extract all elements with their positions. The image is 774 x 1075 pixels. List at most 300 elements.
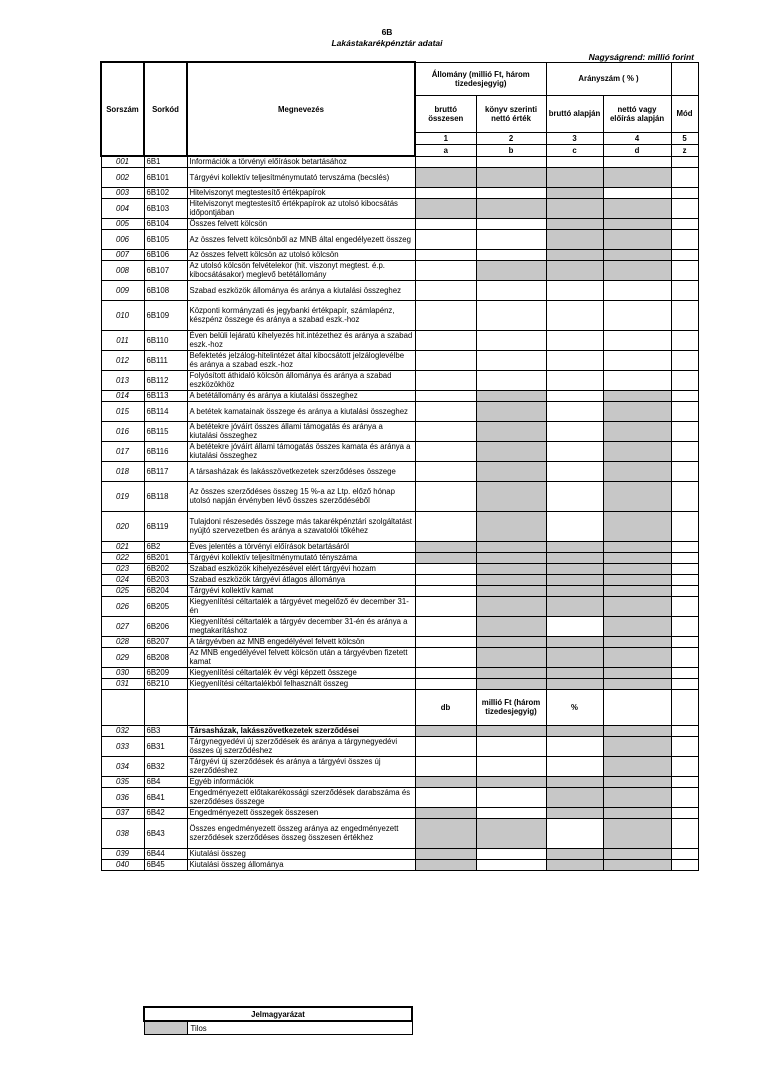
row-name: Engedményezett összegek összesen xyxy=(187,807,415,818)
data-cell-4[interactable] xyxy=(603,859,671,870)
data-cell-3[interactable] xyxy=(546,249,603,260)
data-cell-3[interactable] xyxy=(546,260,603,280)
data-cell-5[interactable] xyxy=(671,541,698,552)
row-name: Egyéb információk xyxy=(187,776,415,787)
row-name: Kiegyenlítési céltartalékból felhasznált összeg xyxy=(187,678,415,689)
row-number: 036 xyxy=(101,787,144,807)
data-cell-3[interactable] xyxy=(546,585,603,596)
row-code: 6B114 xyxy=(144,401,187,421)
subheader-db: db xyxy=(415,689,476,725)
row-name: Szabad eszközök tárgyévi átlagos állománya xyxy=(187,574,415,585)
row-code: 6B115 xyxy=(144,421,187,441)
data-table xyxy=(100,61,699,871)
table-row xyxy=(101,552,698,563)
row-code: 6B204 xyxy=(144,585,187,596)
data-cell-5[interactable] xyxy=(671,300,698,330)
data-cell-2[interactable] xyxy=(476,350,546,370)
data-cell-3[interactable] xyxy=(546,280,603,300)
data-cell-1[interactable] xyxy=(415,260,476,280)
data-cell-3[interactable] xyxy=(546,818,603,848)
data-cell-4[interactable] xyxy=(603,350,671,370)
row-number: 008 xyxy=(101,260,144,280)
data-cell-4[interactable] xyxy=(603,848,671,859)
row-code: 6B208 xyxy=(144,647,187,667)
data-cell-5[interactable] xyxy=(671,330,698,350)
data-cell-4[interactable] xyxy=(603,461,671,481)
data-cell-1[interactable] xyxy=(415,280,476,300)
data-cell-4[interactable] xyxy=(603,787,671,807)
data-cell-2[interactable] xyxy=(476,736,546,756)
data-cell-2[interactable] xyxy=(476,280,546,300)
col-number: 4 xyxy=(603,132,671,144)
data-cell-4[interactable] xyxy=(603,552,671,563)
row-name: Kiutalási összeg állománya xyxy=(187,859,415,870)
row-name: Kiegyenlítési céltartalék év végi képzett összege xyxy=(187,667,415,678)
data-cell-4[interactable] xyxy=(603,678,671,689)
data-cell-5[interactable] xyxy=(671,859,698,870)
data-cell-3[interactable] xyxy=(546,848,603,859)
data-cell-3[interactable] xyxy=(546,678,603,689)
row-code: 6B105 xyxy=(144,229,187,249)
data-cell-4[interactable] xyxy=(603,401,671,421)
row-number: 007 xyxy=(101,249,144,260)
data-cell-1[interactable] xyxy=(415,370,476,390)
data-cell-1[interactable] xyxy=(415,807,476,818)
data-cell-2[interactable] xyxy=(476,370,546,390)
data-cell-4[interactable] xyxy=(603,187,671,198)
data-cell-4[interactable] xyxy=(603,667,671,678)
table-row xyxy=(101,787,698,807)
row-number: 006 xyxy=(101,229,144,249)
data-cell-1[interactable] xyxy=(415,511,476,541)
data-cell-1[interactable] xyxy=(415,678,476,689)
data-cell-4[interactable] xyxy=(603,585,671,596)
data-cell-1[interactable] xyxy=(415,667,476,678)
data-cell-5[interactable] xyxy=(671,461,698,481)
data-cell-4[interactable] xyxy=(603,511,671,541)
data-cell-5[interactable] xyxy=(671,370,698,390)
data-cell-5[interactable] xyxy=(671,848,698,859)
data-cell-5[interactable] xyxy=(671,596,698,616)
data-cell-4[interactable] xyxy=(603,167,671,187)
data-cell-2[interactable] xyxy=(476,776,546,787)
table-row xyxy=(101,401,698,421)
data-cell-5[interactable] xyxy=(671,187,698,198)
data-cell-2[interactable] xyxy=(476,807,546,818)
data-cell-3[interactable] xyxy=(546,370,603,390)
data-cell-5[interactable] xyxy=(671,350,698,370)
row-number: 017 xyxy=(101,441,144,461)
data-cell-1[interactable] xyxy=(415,330,476,350)
row-code: 6B119 xyxy=(144,511,187,541)
data-cell-3[interactable] xyxy=(546,776,603,787)
data-cell-1[interactable] xyxy=(415,818,476,848)
col-number: 1 xyxy=(415,132,476,144)
data-cell-4[interactable] xyxy=(603,596,671,616)
data-cell-1[interactable] xyxy=(415,249,476,260)
data-cell-2[interactable] xyxy=(476,848,546,859)
data-cell-5[interactable] xyxy=(671,776,698,787)
row-number: 037 xyxy=(101,807,144,818)
data-cell-3[interactable] xyxy=(546,596,603,616)
data-cell-4[interactable] xyxy=(603,218,671,229)
table-row xyxy=(101,725,698,736)
data-cell-1[interactable] xyxy=(415,187,476,198)
data-cell-5[interactable] xyxy=(671,667,698,678)
data-cell-5[interactable] xyxy=(671,218,698,229)
row-code: 6B43 xyxy=(144,818,187,848)
data-cell-3[interactable] xyxy=(546,807,603,818)
row-code: 6B45 xyxy=(144,859,187,870)
row-code: 6B44 xyxy=(144,848,187,859)
row-code: 6B107 xyxy=(144,260,187,280)
data-cell-4[interactable] xyxy=(603,229,671,249)
data-cell-2[interactable] xyxy=(476,725,546,736)
subheader-pct: % xyxy=(546,689,603,725)
data-cell-1[interactable] xyxy=(415,541,476,552)
data-cell-2[interactable] xyxy=(476,756,546,776)
row-number: 032 xyxy=(101,725,144,736)
data-cell-5[interactable] xyxy=(671,585,698,596)
data-cell-3[interactable] xyxy=(546,461,603,481)
row-number: 019 xyxy=(101,481,144,511)
data-cell-4[interactable] xyxy=(603,616,671,636)
data-cell-5[interactable] xyxy=(671,441,698,461)
data-cell-2[interactable] xyxy=(476,636,546,647)
data-cell-5[interactable] xyxy=(671,481,698,511)
table-row xyxy=(101,156,698,167)
row-name: Összes felvett kölcsön xyxy=(187,218,415,229)
data-cell-1[interactable] xyxy=(415,585,476,596)
row-number: 030 xyxy=(101,667,144,678)
data-cell-3[interactable] xyxy=(546,390,603,401)
data-cell-4[interactable] xyxy=(603,636,671,647)
table-row xyxy=(101,370,698,390)
data-cell-1[interactable] xyxy=(415,563,476,574)
data-cell-3[interactable] xyxy=(546,636,603,647)
data-cell-2[interactable] xyxy=(476,461,546,481)
table-row xyxy=(101,441,698,461)
data-cell-2[interactable] xyxy=(476,552,546,563)
table-row xyxy=(101,461,698,481)
data-cell-3[interactable] xyxy=(546,300,603,330)
row-name: Éven belüli lejáratú kihelyezés hit.intézethez és aránya a szabad eszk.-hoz xyxy=(187,330,415,350)
col-header-empty xyxy=(671,62,698,95)
data-cell-3[interactable] xyxy=(546,787,603,807)
col-letter: z xyxy=(671,144,698,156)
table-row xyxy=(101,187,698,198)
row-code: 6B4 xyxy=(144,776,187,787)
data-cell-3[interactable] xyxy=(546,616,603,636)
data-cell-4[interactable] xyxy=(603,280,671,300)
row-name: A tárgyévben az MNB engedélyével felvett kölcsön xyxy=(187,636,415,647)
table-row xyxy=(101,736,698,756)
data-cell-2[interactable] xyxy=(476,198,546,218)
data-cell-4[interactable] xyxy=(603,330,671,350)
data-cell-2[interactable] xyxy=(476,616,546,636)
subheader-blank xyxy=(187,689,415,725)
row-code: 6B201 xyxy=(144,552,187,563)
row-code: 6B113 xyxy=(144,390,187,401)
data-cell-5[interactable] xyxy=(671,390,698,401)
data-cell-3[interactable] xyxy=(546,187,603,198)
data-cell-2[interactable] xyxy=(476,249,546,260)
table-row xyxy=(101,300,698,330)
row-name: Éves jelentés a törvényi előírások betartásáról xyxy=(187,541,415,552)
col-number: 2 xyxy=(476,132,546,144)
row-code: 6B210 xyxy=(144,678,187,689)
data-cell-2[interactable] xyxy=(476,596,546,616)
data-cell-1[interactable] xyxy=(415,390,476,401)
data-cell-1[interactable] xyxy=(415,736,476,756)
data-cell-4[interactable] xyxy=(603,807,671,818)
row-name: Folyósított áthidaló kölcsön állománya és aránya a szabad eszközökhöz xyxy=(187,370,415,390)
col-header-netto-alapjan: nettó vagy előírás alapján xyxy=(603,95,671,132)
table-row xyxy=(101,167,698,187)
data-cell-5[interactable] xyxy=(671,229,698,249)
data-cell-4[interactable] xyxy=(603,776,671,787)
data-cell-2[interactable] xyxy=(476,574,546,585)
data-cell-3[interactable] xyxy=(546,198,603,218)
row-number: 021 xyxy=(101,541,144,552)
data-cell-1[interactable] xyxy=(415,552,476,563)
data-cell-4[interactable] xyxy=(603,725,671,736)
data-cell-1[interactable] xyxy=(415,647,476,667)
table-row xyxy=(101,647,698,667)
data-cell-4[interactable] xyxy=(603,736,671,756)
row-name: Tulajdoni részesedés összege más takarékpénztári szolgáltatást nyújtó szervezetben és aránya a szavatolói tőkéhez xyxy=(187,511,415,541)
data-cell-3[interactable] xyxy=(546,756,603,776)
data-cell-5[interactable] xyxy=(671,401,698,421)
data-cell-2[interactable] xyxy=(476,585,546,596)
data-cell-4[interactable] xyxy=(603,260,671,280)
data-cell-4[interactable] xyxy=(603,198,671,218)
col-header-brutto-alapjan: bruttó alapján xyxy=(546,95,603,132)
data-cell-3[interactable] xyxy=(546,736,603,756)
data-cell-5[interactable] xyxy=(671,249,698,260)
col-letter: c xyxy=(546,144,603,156)
table-row xyxy=(101,218,698,229)
row-number: 016 xyxy=(101,421,144,441)
data-cell-4[interactable] xyxy=(603,249,671,260)
data-cell-3[interactable] xyxy=(546,541,603,552)
data-cell-2[interactable] xyxy=(476,300,546,330)
row-code: 6B106 xyxy=(144,249,187,260)
data-cell-2[interactable] xyxy=(476,647,546,667)
data-cell-1[interactable] xyxy=(415,300,476,330)
row-name: A betétek kamatainak összege és aránya a kiutalási összeghez xyxy=(187,401,415,421)
row-name: Tárgyévi új szerződések és aránya a tárgyévi összes új szerződéshez xyxy=(187,756,415,776)
data-cell-3[interactable] xyxy=(546,330,603,350)
data-cell-4[interactable] xyxy=(603,421,671,441)
data-cell-5[interactable] xyxy=(671,260,698,280)
data-cell-3[interactable] xyxy=(546,401,603,421)
data-cell-1[interactable] xyxy=(415,421,476,441)
data-cell-1[interactable] xyxy=(415,441,476,461)
row-code: 6B103 xyxy=(144,198,187,218)
data-cell-5[interactable] xyxy=(671,678,698,689)
data-cell-3[interactable] xyxy=(546,511,603,541)
row-code: 6B32 xyxy=(144,756,187,776)
row-code: 6B112 xyxy=(144,370,187,390)
data-cell-4[interactable] xyxy=(603,541,671,552)
data-cell-1[interactable] xyxy=(415,401,476,421)
data-cell-2[interactable] xyxy=(476,441,546,461)
data-cell-1[interactable] xyxy=(415,636,476,647)
row-number: 035 xyxy=(101,776,144,787)
data-cell-5[interactable] xyxy=(671,787,698,807)
data-cell-1[interactable] xyxy=(415,229,476,249)
data-cell-1[interactable] xyxy=(415,481,476,511)
data-cell-2[interactable] xyxy=(476,481,546,511)
data-cell-4[interactable] xyxy=(603,441,671,461)
data-cell-4[interactable] xyxy=(603,563,671,574)
data-cell-1[interactable] xyxy=(415,756,476,776)
row-number: 031 xyxy=(101,678,144,689)
data-cell-1[interactable] xyxy=(415,350,476,370)
data-cell-3[interactable] xyxy=(546,552,603,563)
data-cell-5[interactable] xyxy=(671,807,698,818)
data-cell-2[interactable] xyxy=(476,187,546,198)
data-cell-2[interactable] xyxy=(476,260,546,280)
data-cell-1[interactable] xyxy=(415,198,476,218)
data-cell-2[interactable] xyxy=(476,401,546,421)
data-cell-5[interactable] xyxy=(671,574,698,585)
data-cell-3[interactable] xyxy=(546,647,603,667)
data-cell-1[interactable] xyxy=(415,616,476,636)
data-cell-2[interactable] xyxy=(476,218,546,229)
data-cell-5[interactable] xyxy=(671,156,698,167)
data-cell-2[interactable] xyxy=(476,229,546,249)
data-cell-4[interactable] xyxy=(603,300,671,330)
row-name: Tárgyévi kollektív kamat xyxy=(187,585,415,596)
data-cell-1[interactable] xyxy=(415,596,476,616)
data-cell-5[interactable] xyxy=(671,818,698,848)
data-cell-4[interactable] xyxy=(603,818,671,848)
row-number: 013 xyxy=(101,370,144,390)
data-cell-3[interactable] xyxy=(546,441,603,461)
data-cell-5[interactable] xyxy=(671,563,698,574)
row-name: Tárgyévi kollektív teljesítménymutató tényszáma xyxy=(187,552,415,563)
row-name: Tárgyévi kollektív teljesítménymutató tervszáma (becslés) xyxy=(187,167,415,187)
table-row xyxy=(101,667,698,678)
row-code: 6B209 xyxy=(144,667,187,678)
row-name: Tárgynegyedévi új szerződések és aránya a tárgynegyedévi összes új szerződéshez xyxy=(187,736,415,756)
data-cell-4[interactable] xyxy=(603,481,671,511)
data-cell-1[interactable] xyxy=(415,167,476,187)
data-cell-5[interactable] xyxy=(671,280,698,300)
data-cell-5[interactable] xyxy=(671,725,698,736)
row-number: 027 xyxy=(101,616,144,636)
data-cell-5[interactable] xyxy=(671,198,698,218)
form-code: 6B xyxy=(381,27,393,37)
row-name: Szabad eszközök állománya és aránya a kiutalási összeghez xyxy=(187,280,415,300)
data-cell-5[interactable] xyxy=(671,552,698,563)
data-cell-5[interactable] xyxy=(671,421,698,441)
data-cell-5[interactable] xyxy=(671,647,698,667)
data-cell-3[interactable] xyxy=(546,421,603,441)
data-cell-3[interactable] xyxy=(546,350,603,370)
row-number: 034 xyxy=(101,756,144,776)
row-name: Információk a törvényi előírások betartásához xyxy=(187,156,415,167)
data-cell-1[interactable] xyxy=(415,776,476,787)
col-header-brutto-osszesen: bruttó összesen xyxy=(415,95,476,132)
data-cell-2[interactable] xyxy=(476,787,546,807)
row-code: 6B101 xyxy=(144,167,187,187)
data-cell-2[interactable] xyxy=(476,859,546,870)
row-code: 6B118 xyxy=(144,481,187,511)
subheader-blank xyxy=(671,689,698,725)
data-cell-5[interactable] xyxy=(671,167,698,187)
data-cell-1[interactable] xyxy=(415,461,476,481)
data-cell-1[interactable] xyxy=(415,859,476,870)
row-number: 026 xyxy=(101,596,144,616)
data-cell-1[interactable] xyxy=(415,725,476,736)
table-row xyxy=(101,390,698,401)
data-cell-3[interactable] xyxy=(546,725,603,736)
data-cell-4[interactable] xyxy=(603,390,671,401)
data-cell-3[interactable] xyxy=(546,574,603,585)
row-number: 038 xyxy=(101,818,144,848)
col-header-konyv: könyv szerinti nettó érték xyxy=(476,95,546,132)
data-cell-2[interactable] xyxy=(476,421,546,441)
data-cell-1[interactable] xyxy=(415,848,476,859)
data-cell-2[interactable] xyxy=(476,563,546,574)
data-cell-1[interactable] xyxy=(415,218,476,229)
row-code: 6B110 xyxy=(144,330,187,350)
data-cell-2[interactable] xyxy=(476,678,546,689)
data-cell-2[interactable] xyxy=(476,667,546,678)
data-cell-4[interactable] xyxy=(603,756,671,776)
data-cell-2[interactable] xyxy=(476,511,546,541)
col-number: 3 xyxy=(546,132,603,144)
data-cell-2[interactable] xyxy=(476,156,546,167)
data-cell-4[interactable] xyxy=(603,647,671,667)
data-cell-2[interactable] xyxy=(476,818,546,848)
data-cell-3[interactable] xyxy=(546,218,603,229)
row-name: Befektetés jelzálog-hitelintézet által kibocsátott jelzáloglevélbe és aránya a szabad eszk.-hoz xyxy=(187,350,415,370)
data-cell-1[interactable] xyxy=(415,787,476,807)
data-cell-3[interactable] xyxy=(546,167,603,187)
data-cell-4[interactable] xyxy=(603,370,671,390)
data-cell-2[interactable] xyxy=(476,390,546,401)
data-cell-5[interactable] xyxy=(671,616,698,636)
data-cell-3[interactable] xyxy=(546,859,603,870)
data-cell-2[interactable] xyxy=(476,541,546,552)
data-cell-3[interactable] xyxy=(546,563,603,574)
data-cell-3[interactable] xyxy=(546,229,603,249)
row-number: 015 xyxy=(101,401,144,421)
row-code: 6B3 xyxy=(144,725,187,736)
data-cell-5[interactable] xyxy=(671,636,698,647)
data-cell-5[interactable] xyxy=(671,756,698,776)
data-cell-2[interactable] xyxy=(476,167,546,187)
row-code: 6B203 xyxy=(144,574,187,585)
table-row xyxy=(101,636,698,647)
data-cell-3[interactable] xyxy=(546,481,603,511)
subheader-blank xyxy=(144,689,187,725)
data-cell-3[interactable] xyxy=(546,667,603,678)
data-cell-3[interactable] xyxy=(546,156,603,167)
data-cell-4[interactable] xyxy=(603,574,671,585)
data-cell-1[interactable] xyxy=(415,156,476,167)
data-cell-5[interactable] xyxy=(671,511,698,541)
data-cell-4[interactable] xyxy=(603,156,671,167)
row-name: Társasházak, lakásszövetkezetek szerződései xyxy=(187,725,415,736)
data-cell-5[interactable] xyxy=(671,736,698,756)
data-cell-1[interactable] xyxy=(415,574,476,585)
data-cell-2[interactable] xyxy=(476,330,546,350)
